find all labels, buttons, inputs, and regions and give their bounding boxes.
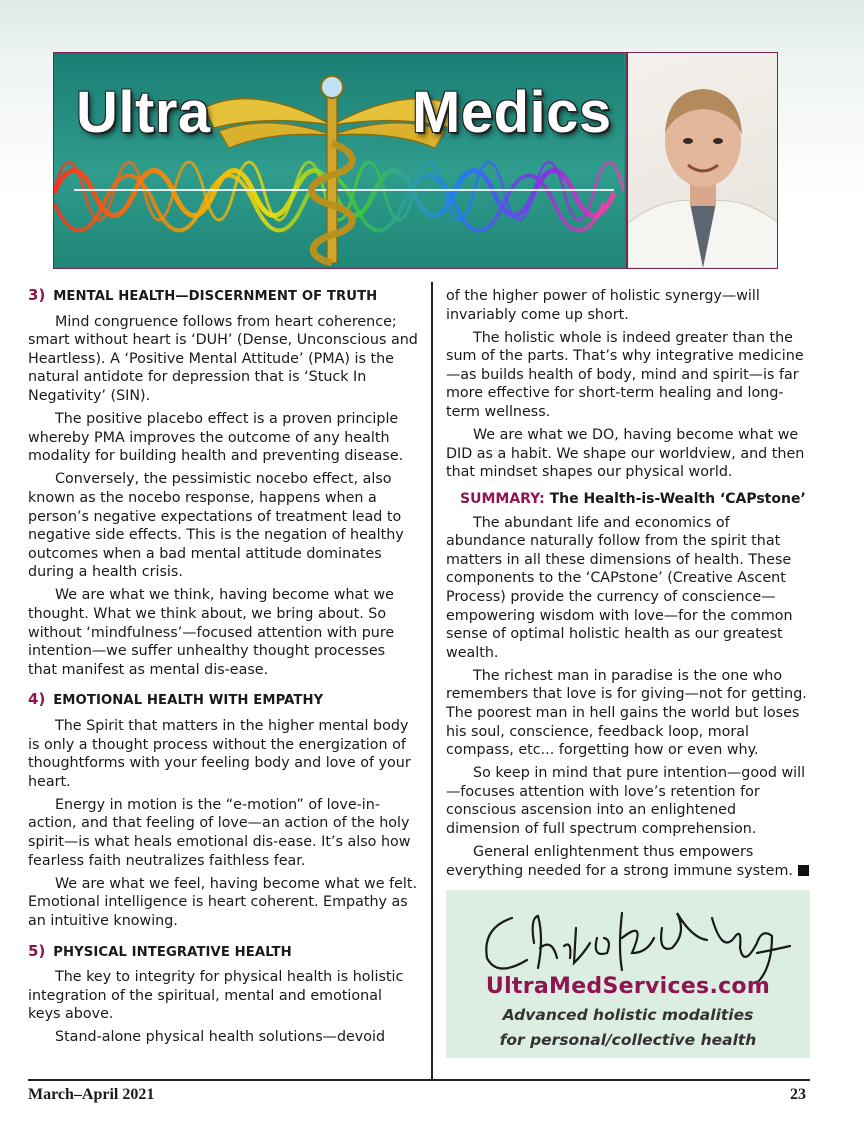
banner-title-right: Medics bbox=[412, 80, 612, 145]
signature-box bbox=[446, 890, 810, 1058]
paragraph: We are what we feel, having become what we felt. Emotional intelligence is heart coherent. Empathy as an intuitive knowing. bbox=[28, 875, 418, 929]
paragraph: The richest man in paradise is the one who remembers that love is for giving—not for getting. The poorest man in hell gains the world but loses his soul, conscience, feedback loop, moral compass, etc... forgetting how or even why. bbox=[446, 667, 807, 759]
paragraph: We are what we DO, having become what we DID as a habit. We shape our worldview, and then that mindset shapes our physical world. bbox=[446, 427, 805, 481]
website-link[interactable]: UltraMedServices.com bbox=[485, 974, 771, 999]
paragraph: Energy in motion is the “e-motion” of love-in-action, and that feeling of love—an action of the holy spirit—is what heals emotional dis-ease. It’s also how fearless faith neutralizes faithless fear. bbox=[28, 796, 411, 869]
summary-title: The Health-is-Wealth ‘CAPstone’ bbox=[549, 490, 806, 507]
paragraph: The positive placebo effect is a proven principle whereby PMA improves the outcome of any health modality for building health and preventing disease. bbox=[28, 411, 404, 465]
paragraph: The Spirit that matters in the higher mental body is only a thought process without the energization of thoughtforms with your feeling body and love of your heart. bbox=[28, 717, 411, 790]
section-title: PHYSICAL INTEGRATIVE HEALTH bbox=[53, 944, 292, 960]
footer-rule bbox=[28, 1079, 810, 1081]
paragraph: The holistic whole is indeed greater than the sum of the parts. That’s why integrative medicine—as builds health of body, mind and spirit—is far more effective for short-term healing and long-term wellness. bbox=[446, 329, 804, 421]
section-number: 4) bbox=[28, 690, 46, 709]
left-column bbox=[28, 286, 418, 1051]
summary-label: SUMMARY: bbox=[460, 490, 545, 507]
banner-artwork bbox=[54, 53, 624, 268]
summary-heading bbox=[460, 490, 810, 509]
paragraph-continuation: of the higher power of holistic synergy—will invariably come up short. bbox=[446, 288, 760, 323]
paragraph: Mind congruence follows from heart coherence; smart without heart is ‘DUH’ (Dense, Unconscious and Heartless). A ‘Positive Mental Attitude’ (PMA) is the natural antidote for depression that is ‘Stuck In Negativity’ (SIN). bbox=[28, 313, 418, 404]
paragraph-final bbox=[446, 843, 810, 880]
section-title: MENTAL HEALTH—DISCERNMENT OF TRUTH bbox=[53, 289, 378, 304]
right-column bbox=[446, 287, 810, 885]
section-title: EMOTIONAL HEALTH WITH EMPATHY bbox=[53, 693, 324, 709]
paragraph: The abundant life and economics of abundance naturally follow from the spirit that matters in all these dimensions of health. These components to the ‘CAPstone’ (Creative Ascent Process) provide the currency of conscience—empowering wisdom with love—for the common sense of optimal holistic health as our greatest wealth. bbox=[446, 514, 793, 661]
portrait-image bbox=[628, 53, 778, 268]
section-heading-physical bbox=[28, 942, 418, 963]
issue-date: March–April 2021 bbox=[28, 1086, 155, 1103]
section-number: 3) bbox=[28, 286, 46, 304]
page-number: 23 bbox=[790, 1086, 806, 1103]
paragraph: Stand-alone physical health solutions—devoid bbox=[55, 1029, 386, 1046]
section-heading-emotional bbox=[28, 690, 418, 711]
banner bbox=[53, 52, 778, 269]
author-photo bbox=[626, 53, 778, 268]
end-mark-icon bbox=[798, 865, 809, 876]
paragraph: We are what we think, having become what we thought. What we think about, we bring about. So without ‘mindfulness’—focused attention with pure intention—we suffer unhealthy thought processes that manifest as mental dis-ease. bbox=[28, 587, 395, 678]
paragraph: So keep in mind that pure intention—good will—focuses attention with love’s retention for conscious ascension into an enlightened dimension of full spectrum comprehension. bbox=[446, 765, 806, 838]
banner-title-left: Ultra bbox=[76, 80, 211, 145]
column-divider bbox=[431, 282, 433, 1080]
paragraph: Conversely, the pessimistic nocebo effect, also known as the nocebo response, happens when a person’s negative expectations of treatment lead to negative side effects. This is the negation of healthy outcomes when a bad mental attitude dominates during a health crisis. bbox=[28, 471, 404, 581]
section-heading-mental bbox=[28, 286, 418, 307]
final-text: General enlightenment thus empowers everything needed for a strong immune system. bbox=[446, 844, 793, 879]
tagline-line1: Advanced holistic modalities bbox=[502, 1006, 754, 1024]
paragraph: The key to integrity for physical health is holistic integration of the spiritual, mental and emotional keys above. bbox=[28, 969, 404, 1023]
tagline-line2: for personal/collective health bbox=[499, 1031, 757, 1049]
section-number: 5) bbox=[28, 941, 46, 960]
